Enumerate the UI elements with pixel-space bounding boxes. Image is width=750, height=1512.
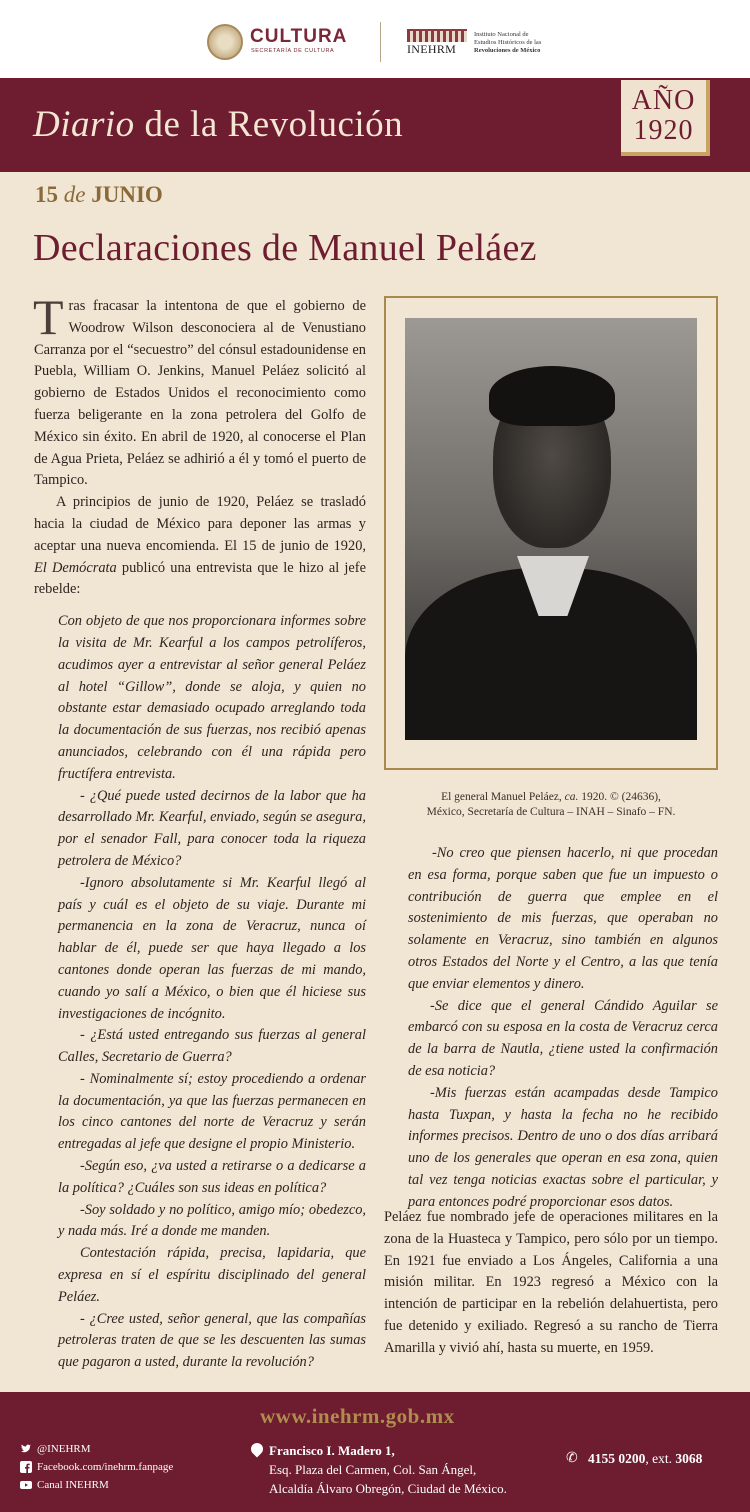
inehrm-line-2: Estudios Históricos de las: [474, 39, 542, 46]
address-line-2: Esq. Plaza del Carmen, Col. San Ángel,: [269, 1462, 477, 1477]
quote-paragraph: - Nominalmente sí; estoy procediendo a ordenar la documentación, ya que las fuerzas permanecen en los cinco cantones del norte de Veracruz y serán entregadas al jefe que designe el propio Ministerio.: [58, 1070, 366, 1153]
date-month: JUNIO: [91, 182, 163, 207]
facebook-link[interactable]: [20, 1461, 173, 1473]
quote-paragraph: Contestación rápida, precisa, lapidaria, que expresa en sí el espíritu disciplinado del general Peláez.: [58, 1245, 366, 1305]
quote-paragraph: -Ignoro absolutamente si Mr. Kearful llegó al país y cuál es el objeto de su viaje. Durante mi permanencia en la zona de Veracruz, nunca oí hablar de él, puede ser que haya llegado a los cantones donde operan las fuerzas de mi mando, cuando yo salí a México, o bien que él hiciese sus investigaciones de incógnito.: [58, 874, 366, 1022]
cultura-logo-text: CULTURA: [250, 26, 348, 47]
caption-text-b: 1920. © (24636),: [578, 791, 661, 803]
caption-line-2: México, Secretaría de Cultura – INAH – Sinafo – FN.: [426, 806, 676, 818]
quote-paragraph: -Se dice que el general Cándido Aguilar se embarcó con su esposa en la costa de Veracruz cerca de la barra de Nautla, ¿tiene usted la confirmación de esa noticia?: [408, 997, 718, 1079]
banner-title: [33, 103, 403, 146]
caption-text-a: El general Manuel Peláez,: [441, 791, 565, 803]
youtube-link[interactable]: [20, 1479, 109, 1491]
website-link[interactable]: www.inehrm.gob.mx: [260, 1404, 455, 1428]
quote-paragraph: Con objeto de que nos proporcionara informes sobre la visita de Mr. Kearful a los campos petrolíferos, acudimos ayer a entrevistar al señor general Peláez al hotel “Gillow”, donde se aloja, y quien no obstante estar demasiado ocupado arreglando toda la documentación de sus fuerzas, nos recibió apenas anunciados, celebrando con él una rápida pero fructífera entrevista.: [58, 613, 366, 782]
twitter-link[interactable]: [20, 1443, 91, 1455]
top-header: [0, 0, 750, 78]
caption-line-1: [384, 790, 718, 805]
cultura-subtitle: SECRETARÍA DE CULTURA: [251, 48, 335, 54]
newspaper-name: El Demócrata: [34, 559, 117, 576]
quote-paragraph: - ¿Qué puede usted decirnos de la labor que ha desarrollado Mr. Kearful, enviado, según se asegura, por el senador Fall, para conocer toda la riqueza petrolera de México?: [58, 787, 366, 869]
inehrm-building-icon: [407, 29, 467, 42]
inehrm-full-name: [474, 31, 564, 55]
year-badge: [621, 80, 710, 156]
quote-paragraph: -Según eso, ¿va usted a retirarse o a dedicarse a la política? ¿Cuáles son sus ideas en política?: [58, 1158, 366, 1196]
quote-paragraph: -No creo que piensen hacerlo, ni que procedan en esa forma, porque saben que fue un impuesto o contribución de guerra que emplee en el sostenimiento de mis fuerzas, que operaban no solamente en Veracruz, sino también en algunos otros Estados del Norte y el Centro, a las que tenía que enviar elementos y dinero.: [408, 845, 718, 992]
youtube-icon: [20, 1479, 32, 1491]
photo-hair: [489, 366, 615, 426]
banner-title-rest: de la Revolución: [134, 104, 404, 145]
date-line: [35, 182, 163, 208]
twitter-icon: [20, 1443, 32, 1455]
left-column: [33, 289, 366, 1374]
year-label: AÑO: [631, 85, 696, 116]
quote-paragraph: - ¿Está usted entregando sus fuerzas al general Calles, Secretario de Guerra?: [58, 1027, 366, 1066]
date-day: 15: [35, 182, 58, 207]
date-de: de: [63, 182, 86, 207]
article-headline: Declaraciones de Manuel Peláez: [33, 227, 537, 269]
interview-quote-left: [58, 611, 366, 1374]
intro-paragraph-2: [34, 492, 366, 601]
phone-main: 4155 0200: [588, 1451, 646, 1466]
inehrm-line-3: Revoluciones de México: [474, 47, 541, 54]
phone-ext: 3068: [675, 1451, 703, 1466]
banner-title-italic: Diario: [33, 104, 135, 145]
drop-cap: T: [33, 289, 64, 345]
intro-p2-start: A principios de junio de 1920, Peláez se trasladó hacia la ciudad de México para deponer las armas y aceptar una nueva encomienda. El 15 de junio de 1920,: [34, 494, 366, 554]
phone-icon: ✆: [566, 1451, 578, 1466]
twitter-handle: @INEHRM: [37, 1443, 91, 1455]
address: [269, 1441, 507, 1498]
quote-paragraph: -Mis fuerzas están acampadas desde Tampico hasta Tuxpan, y hasta la fecha no he recibido informes precisos. Dentro de uno o dos días arribará uno de los generales que operan en esa zona, quien tal vez tenga noticias exactas sobre el particular, y para entonces podré proporcionar esos datos.: [408, 1084, 718, 1210]
photo-frame: [384, 296, 718, 770]
facebook-url: Facebook.com/inehrm.fanpage: [37, 1461, 174, 1473]
inehrm-logo: [407, 29, 467, 57]
inehrm-logo-text: INEHRM: [407, 42, 457, 56]
year-value: 1920: [633, 115, 694, 146]
youtube-channel: Canal INEHRM: [37, 1479, 109, 1491]
intro-paragraph-1-text: ras fracasar la intentona de que el gobierno de Woodrow Wilson desconociera al de Venustiano Carranza por el “secuestro” del cónsul estadounidense en Puebla, William O. Jenkins, Manuel Peláez solicitó al gobierno de Estados Unidos el reconocimiento como fuerza beligerante en la zona petrolera del Golfo de México sin éxito. En abril de 1920, al conocerse el Plan de Agua Prieta, Peláez se adhirió a él y tomó el puerto de Tampico.: [34, 298, 366, 489]
address-line-3: Alcaldía Álvaro Obregón, Ciudad de México.: [269, 1481, 507, 1496]
portrait-photo: [405, 318, 697, 740]
photo-caption: [384, 790, 718, 820]
address-street: Francisco I. Madero 1,: [269, 1443, 395, 1458]
facebook-icon: [20, 1461, 32, 1473]
caption-circa: ca.: [564, 791, 579, 803]
intro-p2-end: publicó una entrevista que le hizo al jefe rebelde:: [34, 559, 366, 598]
phone-number[interactable]: [588, 1451, 702, 1467]
closing-paragraph: Peláez fue nombrado jefe de operaciones militares en la zona de la Huasteca y Tampico, pero sólo por un tiempo. En 1921 fue enviado a Los Ángeles, California a una misión militar. En 1923 regresó a México con la intención de participar en la rebelión delahuertista, pero fue detenido y exiliado. Regresó a su rancho de Tierra Amarilla y vivió ahí, hasta su muerte, en 1959.: [384, 1209, 718, 1356]
interview-quote-right: [408, 843, 718, 1214]
quote-paragraph: -Soy soldado y no político, amigo mío; obedezco, y nada más. Iré a donde me manden.: [58, 1201, 366, 1240]
phone-ext-label: , ext.: [645, 1451, 676, 1466]
inehrm-line-1: Instituto Nacional de: [474, 31, 529, 38]
header-divider: [380, 22, 381, 62]
cultura-seal-icon: [207, 24, 243, 60]
intro-paragraph-1: [33, 289, 366, 492]
quote-paragraph: - ¿Cree usted, señor general, que las compañías petroleras traten de que se les descuenten las sumas que pagaron a usted, durante la revolución?: [58, 1310, 366, 1371]
